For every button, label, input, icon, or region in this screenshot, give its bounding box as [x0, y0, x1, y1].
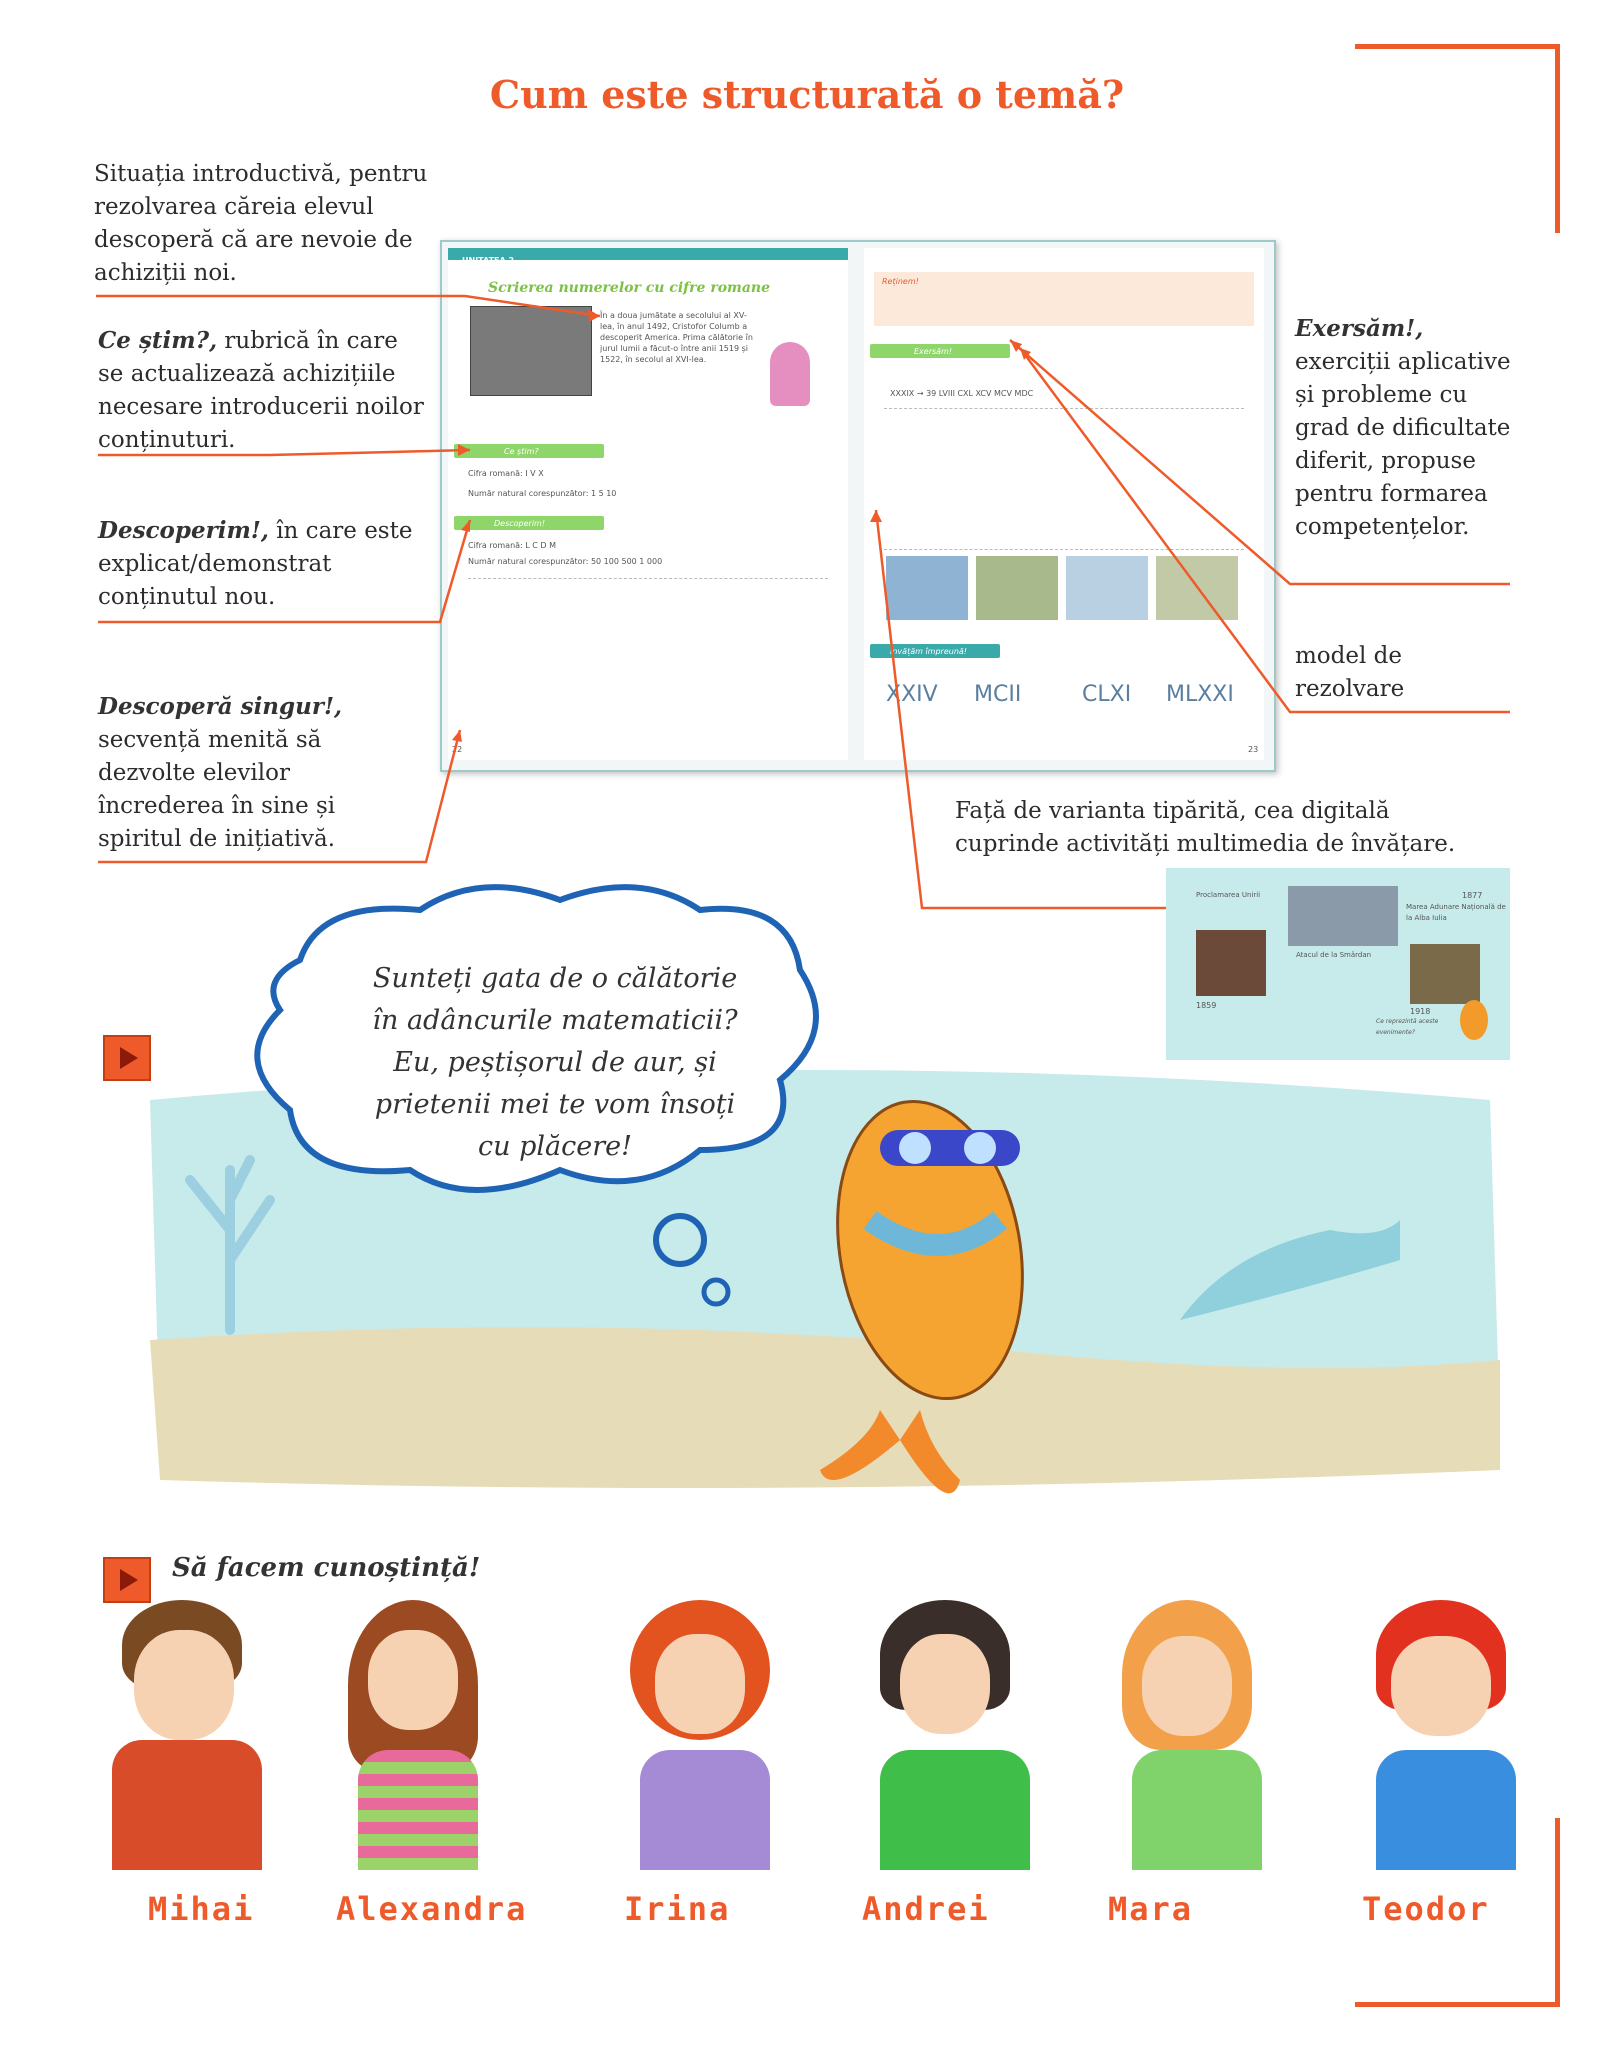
annotation-ce-stim-lead: Ce știm?, — [98, 327, 218, 354]
page-title: Cum este structurată o temă? — [489, 72, 1125, 117]
character-mara — [1092, 1600, 1302, 1870]
matchstick-2: MCII — [974, 682, 1022, 707]
mihai-face — [134, 1630, 234, 1740]
roman-exercise-row: XXXIX → 39 LVIII CXL XCV MCV MDC — [890, 389, 1034, 398]
left-page-title: Scrierea numerelor cu cifre romane — [488, 280, 771, 296]
digital-caption-3: Atacul de la Smârdan — [1296, 951, 1372, 959]
teodor-shirt — [1376, 1750, 1516, 1870]
annotation-intro-text: Situația introductivă, pentru rezolvarea căreia elevul descoperă că are nevoie de achiziții noi. — [94, 161, 428, 286]
character-mihai — [92, 1600, 302, 1870]
annotation-digital-text: Față de varianta tipărită, cea digitală cuprinde activități multimedia de învățare. — [955, 798, 1456, 857]
irina-face — [655, 1634, 745, 1734]
matchstick-3: CLXI — [1082, 682, 1132, 707]
exersam-bar: Exersăm! — [870, 344, 1010, 358]
roman-row-4: Număr natural corespunzător: 50 100 500 1 000 — [468, 557, 663, 566]
andrei-face — [900, 1634, 990, 1734]
character-alexandra — [318, 1600, 528, 1870]
alexandra-face — [368, 1630, 458, 1730]
digital-year-3: 1918 — [1410, 1007, 1431, 1016]
character-teodor — [1336, 1600, 1546, 1870]
digital-year-1: 1859 — [1196, 1001, 1217, 1010]
annotation-exersam-lead: Exersăm!, — [1295, 315, 1424, 342]
roman-row-2: Număr natural corespunzător: 1 5 10 — [468, 489, 617, 498]
name-irina: Irina — [624, 1890, 731, 1928]
annotation-descoperim-text: în care este explicat/demonstrat conținutul nou. — [98, 518, 413, 610]
mara-face — [1142, 1636, 1232, 1736]
page-number-right: 23 — [1248, 745, 1259, 754]
annotation-descopera-lead: Descoperă singur!, — [98, 693, 343, 720]
page-number-left: 22 — [452, 745, 463, 754]
meet-label: Să facem cunoștință! — [172, 1553, 481, 1583]
andrei-shirt — [880, 1750, 1030, 1870]
teodor-face — [1391, 1636, 1491, 1736]
retinem-box: Reținem! — [874, 272, 1254, 326]
matchstick-4: MLXXI — [1166, 682, 1234, 707]
name-mihai: Mihai — [148, 1890, 255, 1928]
ce-stim-bar: Ce știm? — [454, 444, 604, 458]
character-andrei — [850, 1600, 1060, 1870]
alexandra-shirt — [358, 1750, 478, 1870]
name-mara: Mara — [1108, 1890, 1194, 1928]
annotation-ce-stim-text: rubrică în care se actualizează achizițiile necesare introducerii noilor conținuturi. — [98, 328, 424, 453]
name-andrei: Andrei — [862, 1890, 990, 1928]
digital-year-2: 1877 — [1462, 891, 1483, 900]
digital-caption-2: Marea Adunare Națională de la Alba Iulia — [1406, 903, 1506, 922]
annotation-exersam-text: exerciții aplicative și probleme cu grad de dificultate diferit, propuse pentru formarea competențelor. — [1295, 349, 1511, 540]
annotation-model-text: model de rezolvare — [1295, 643, 1405, 702]
annotation-descoperim-lead: Descoperim!, — [98, 517, 269, 544]
mihai-shirt — [112, 1740, 262, 1870]
irina-shirt — [640, 1750, 770, 1870]
mara-shirt — [1132, 1750, 1262, 1870]
cloud-text: Sunteți gata de o călătorie în adâncurile matematicii? Eu, peștișorul de aur, și prietenii mei te vom însoți cu plăcere! — [372, 963, 738, 1162]
digital-question: Ce reprezintă aceste evenimente? — [1376, 1018, 1439, 1036]
digital-caption-1: Proclamarea Unirii — [1196, 891, 1261, 899]
name-alexandra: Alexandra — [336, 1890, 528, 1928]
left-header-label: UNITATEA 2 — [462, 256, 515, 265]
character-irina — [600, 1600, 810, 1870]
descoperim-bar: Descoperim! — [454, 516, 604, 530]
play-button-intro[interactable] — [103, 1035, 151, 1081]
name-teodor: Teodor — [1362, 1890, 1490, 1928]
matchstick-1: XXIV — [886, 682, 938, 707]
invatam-bar: Învățăm împreună! — [870, 644, 1000, 658]
intro-paragraph: În a doua jumătate a secolului al XV-lea, în anul 1492, Cristofor Columb a descoperit America. Prima călătorie în jurul lumii a făcut-o între anii 1519 și 1522, în secolul al XVI-lea. — [600, 311, 753, 364]
roman-row-1: Cifra romană: I V X — [468, 469, 544, 478]
play-button-meet[interactable] — [103, 1557, 151, 1603]
annotation-descopera-text: secvență menită să dezvolte elevilor încrederea în sine și spiritul de inițiativă. — [98, 727, 336, 852]
roman-row-3: Cifra romană: L C D M — [468, 541, 557, 550]
